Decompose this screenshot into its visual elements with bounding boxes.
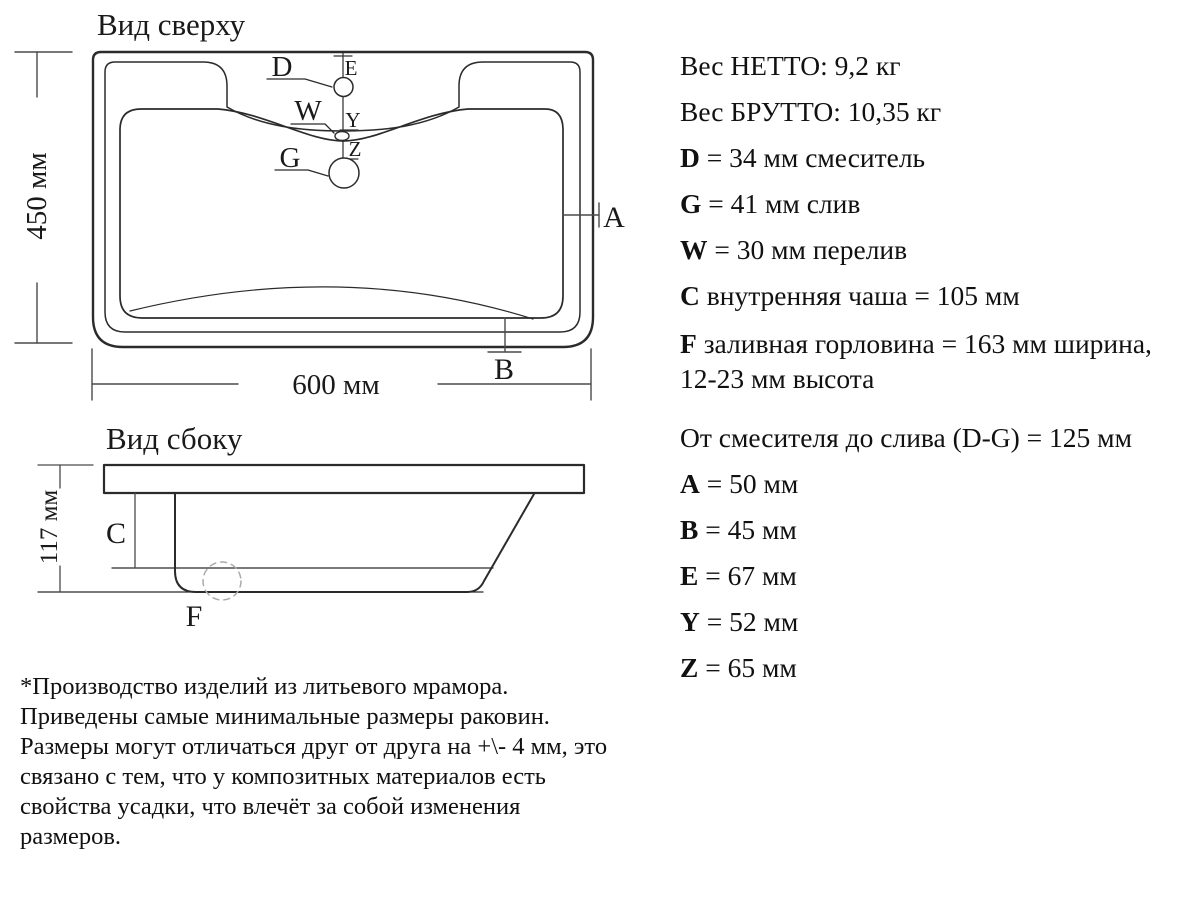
spec-C-key: C bbox=[680, 280, 700, 311]
dim-Z-key: Z bbox=[680, 652, 699, 683]
dim-117-label: 117 мм bbox=[36, 489, 63, 565]
drain-hole-G bbox=[329, 158, 359, 188]
dim-A-row bbox=[680, 468, 1200, 500]
label-D: D bbox=[271, 51, 293, 83]
footnote-line-5: свойства усадки, что влечёт за собой изменения bbox=[20, 793, 521, 820]
footnote-line-6: размеров. bbox=[20, 823, 122, 850]
dim-Z-text: = 65 мм bbox=[698, 652, 797, 683]
distance-D-G: От смесителя до слива (D-G) = 125 мм bbox=[680, 422, 1132, 453]
production-footnote bbox=[20, 672, 660, 852]
footnote-line-3: Размеры могут отличаться друг от друга на +\- 4 мм, это bbox=[20, 733, 608, 760]
label-F: F bbox=[185, 600, 203, 633]
spec-W-text: = 30 мм перелив bbox=[707, 234, 908, 265]
spec-G-text: = 41 мм слив bbox=[701, 188, 861, 219]
spec-D bbox=[680, 142, 1200, 174]
spec-G bbox=[680, 188, 1200, 220]
label-W: W bbox=[294, 95, 322, 127]
spec-C bbox=[680, 280, 1200, 312]
faucet-hole-D bbox=[334, 78, 353, 97]
dim-Y-key: Y bbox=[680, 606, 700, 637]
spec-W-key: W bbox=[680, 234, 708, 265]
spec-D-text: = 34 мм смеситель bbox=[699, 142, 926, 173]
gross-weight: Вес БРУТТО: 10,35 кг bbox=[680, 96, 942, 127]
dim-A-text: = 50 мм bbox=[699, 468, 799, 499]
dim-B-key: B bbox=[680, 514, 699, 545]
spec-info-column bbox=[680, 50, 1200, 698]
side-view-bowl-profile bbox=[175, 493, 534, 592]
label-E: E bbox=[344, 56, 358, 80]
spec-F-key: F bbox=[680, 328, 697, 359]
side-view-title: Вид сбоку bbox=[106, 421, 243, 456]
label-C: C bbox=[105, 517, 127, 550]
dim-B-text: = 45 мм bbox=[698, 514, 797, 545]
net-weight: Вес НЕТТО: 9,2 кг bbox=[680, 50, 901, 81]
dim-E-key: E bbox=[680, 560, 699, 591]
dim-Y-text: = 52 мм bbox=[699, 606, 799, 637]
dim-B-row bbox=[680, 514, 1200, 546]
side-view-slab bbox=[104, 465, 584, 493]
spec-W bbox=[680, 234, 1200, 266]
spec-C-text: внутренняя чаша = 105 мм bbox=[699, 280, 1020, 311]
label-B: B bbox=[493, 353, 515, 386]
spec-G-key: G bbox=[680, 188, 702, 219]
footnote-line-2: Приведены самые минимальные размеры раковин. bbox=[20, 703, 550, 730]
label-Z: Z bbox=[348, 137, 362, 161]
footnote-line-1: *Производство изделий из литьевого мрамора. bbox=[20, 673, 509, 700]
top-view-floor-arc bbox=[130, 287, 533, 319]
label-Y: Y bbox=[345, 108, 361, 132]
dim-A-key: A bbox=[680, 468, 700, 499]
spec-F bbox=[680, 326, 1200, 396]
spec-F-text2: 12-23 мм высота bbox=[680, 363, 875, 394]
dim-Y-row bbox=[680, 606, 1200, 638]
spec-F-text: заливная горловина = 163 мм ширина, bbox=[696, 328, 1152, 359]
dim-E-text: = 67 мм bbox=[698, 560, 797, 591]
label-A: A bbox=[603, 201, 625, 234]
footnote-line-4: связано с тем, что у композитных материалов есть bbox=[20, 763, 546, 790]
label-G: G bbox=[279, 142, 301, 174]
spec-D-key: D bbox=[680, 142, 700, 173]
dim-E-row bbox=[680, 560, 1200, 592]
dim-Z-row bbox=[680, 652, 1200, 684]
dim-600-label: 600 мм bbox=[292, 369, 380, 401]
top-view-title: Вид сверху bbox=[97, 7, 246, 42]
overflow-hole-W bbox=[335, 132, 349, 141]
dim-450-label: 450 мм bbox=[21, 152, 53, 240]
